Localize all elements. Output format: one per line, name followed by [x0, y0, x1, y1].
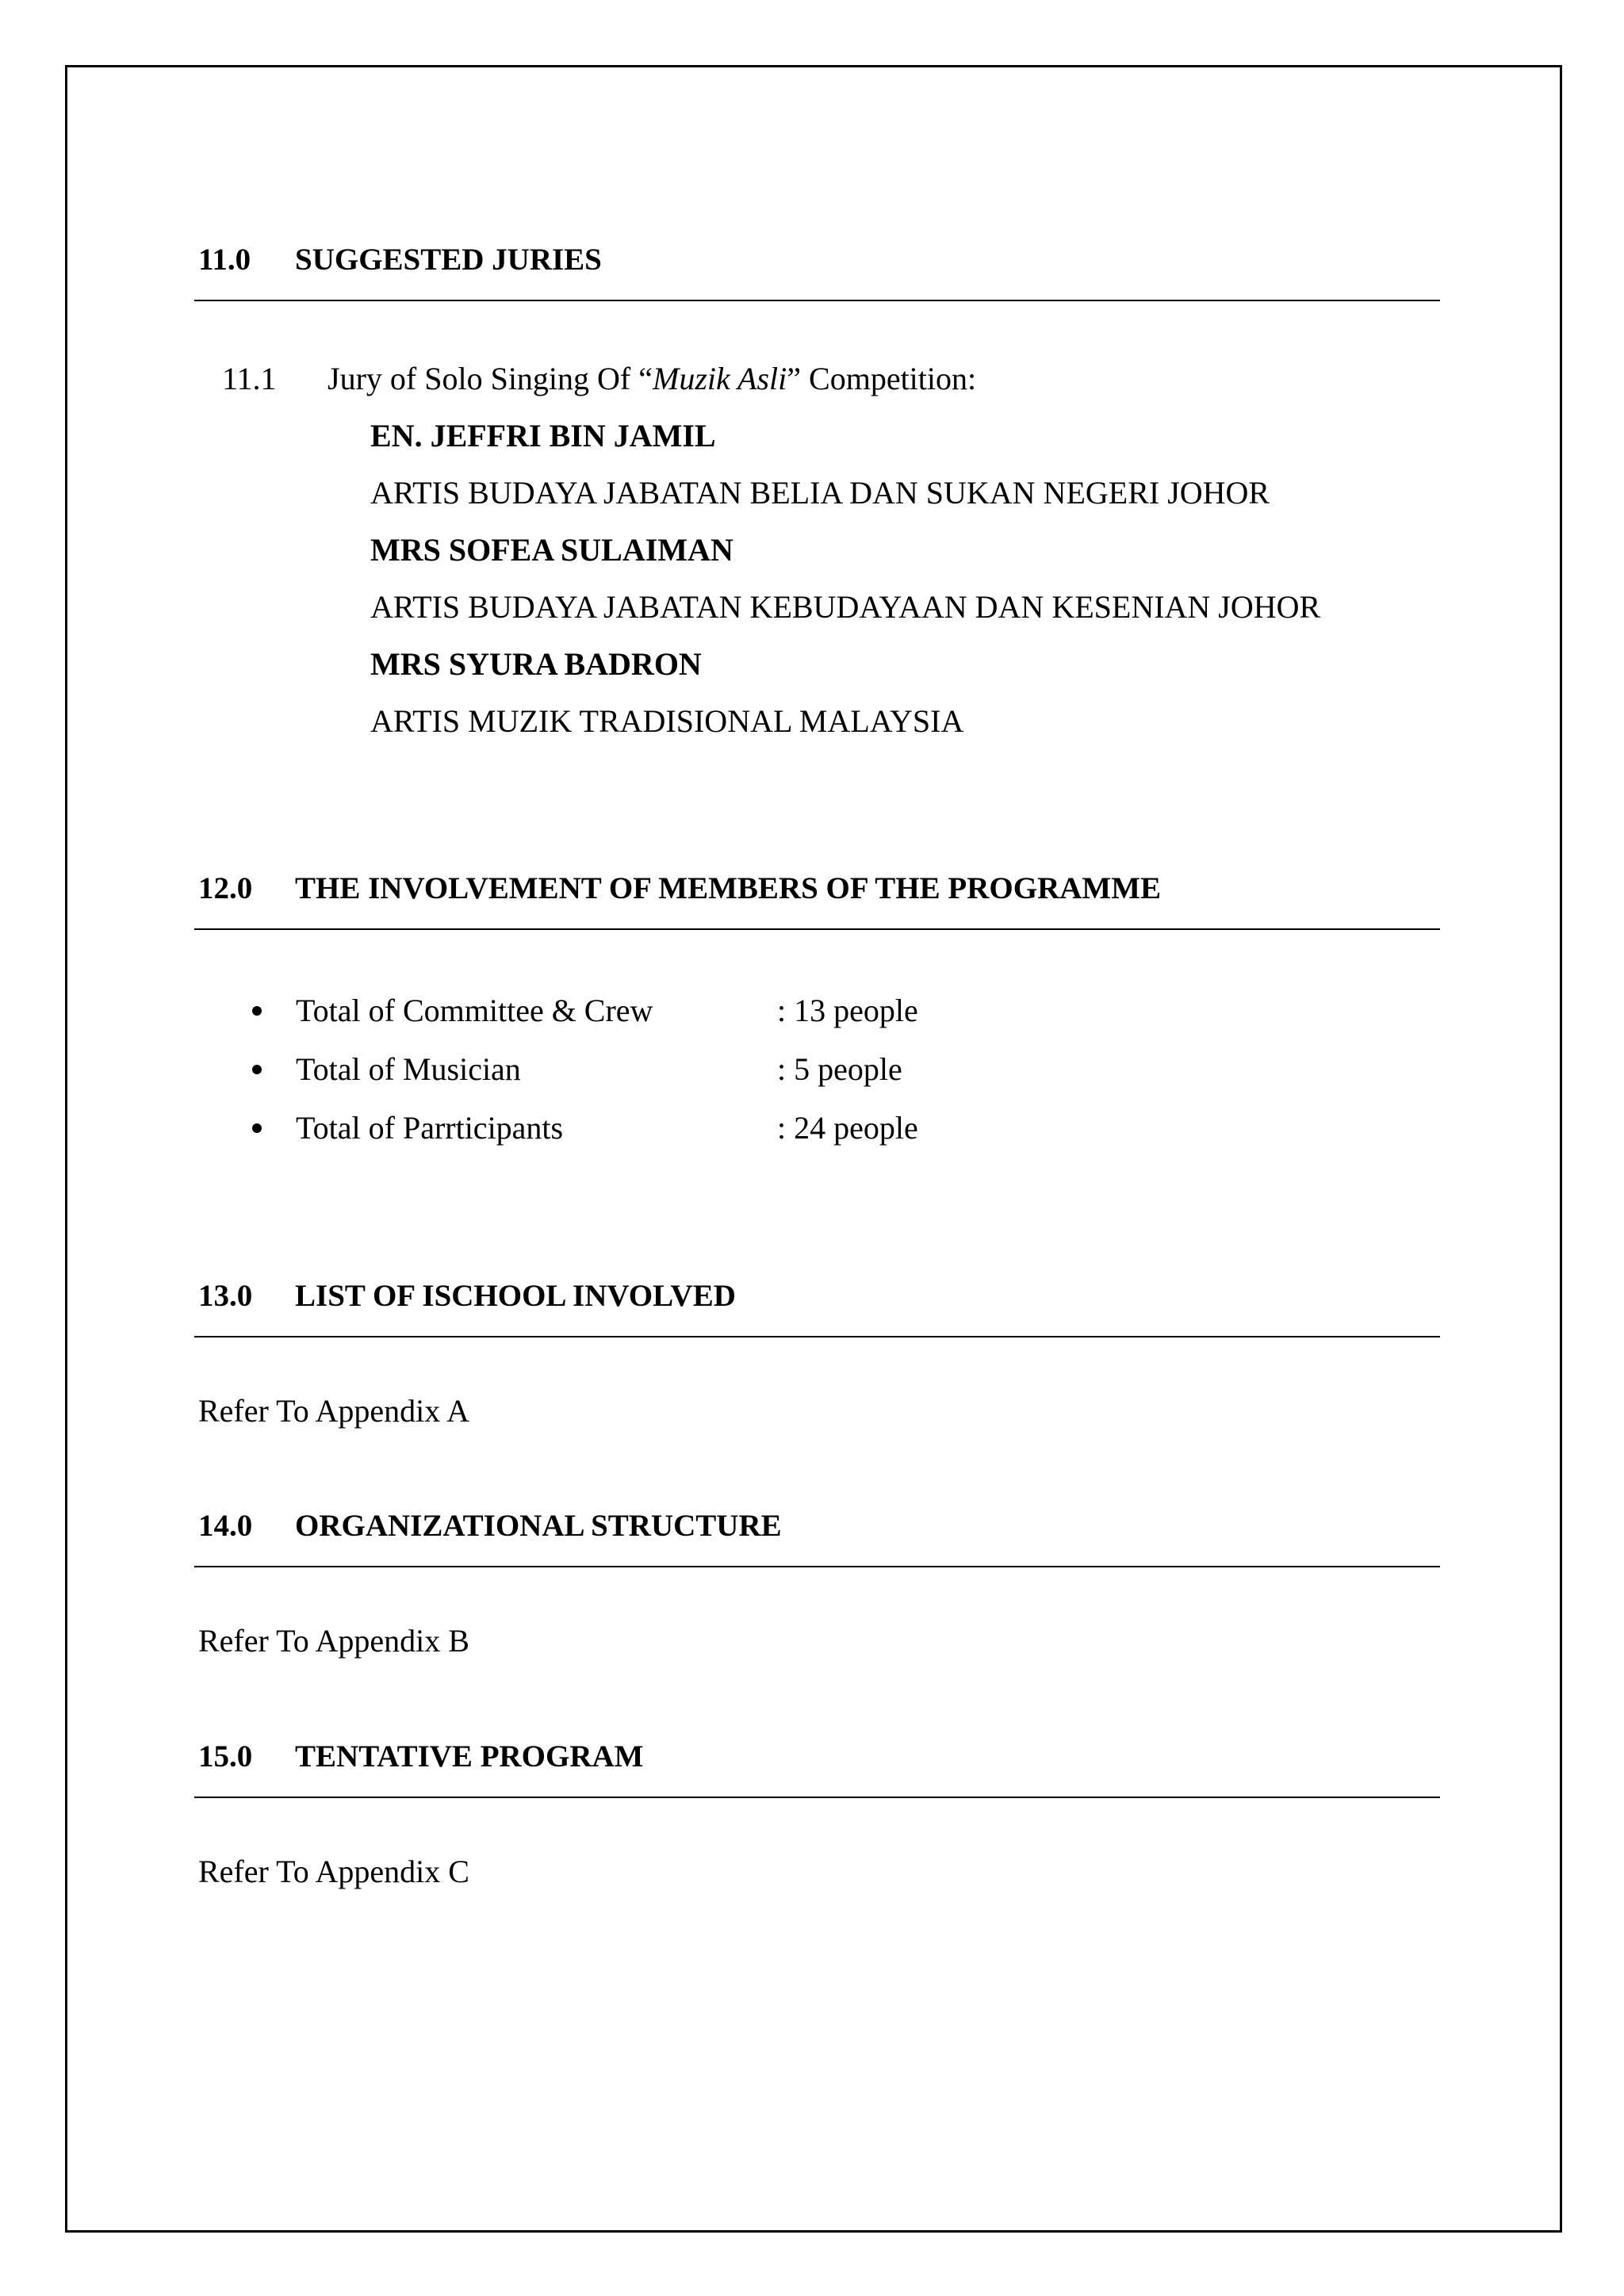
involvement-label: Total of Parrticipants — [296, 1110, 564, 1146]
section-number: 13.0 — [198, 1279, 253, 1313]
jury-intro — [327, 359, 976, 399]
section-rule — [194, 1566, 1440, 1567]
involvement-label: Total of Committee & Crew — [296, 993, 653, 1028]
jury-role: ARTIS BUDAYA JABATAN KEBUDAYAAN DAN KESENIAN JOHOR — [370, 589, 1321, 625]
section-rule — [194, 928, 1440, 930]
appendix-reference: Refer To Appendix C — [198, 1854, 469, 1889]
section-title: SUGGESTED JURIES — [295, 243, 602, 277]
jury-name: MRS SYURA BADRON — [370, 646, 702, 682]
jury-intro-after: ” Competition: — [787, 361, 977, 396]
jury-intro-italic: Muzik Asli — [653, 361, 787, 396]
involvement-value: : 24 people — [777, 1110, 918, 1146]
bullet-icon — [252, 1006, 262, 1016]
section-title: TENTATIVE PROGRAM — [295, 1739, 644, 1774]
section-heading-14 — [0, 1507, 1624, 1545]
section-rule — [194, 1797, 1440, 1798]
section-heading-13 — [0, 1277, 1624, 1315]
involvement-label: Total of Musician — [296, 1051, 521, 1087]
section-rule — [194, 300, 1440, 301]
bullet-icon — [252, 1123, 262, 1133]
section-title: ORGANIZATIONAL STRUCTURE — [295, 1509, 782, 1543]
involvement-value: : 5 people — [777, 1051, 902, 1087]
jury-subsection-number: 11.1 — [222, 361, 277, 396]
jury-intro-before: Jury of Solo Singing Of “ — [327, 361, 653, 396]
bullet-icon — [252, 1065, 262, 1074]
section-title: THE INVOLVEMENT OF MEMBERS OF THE PROGRAMME — [295, 871, 1162, 905]
involvement-value: : 13 people — [777, 993, 918, 1028]
section-title: LIST OF ISCHOOL INVOLVED — [295, 1279, 736, 1313]
section-number: 11.0 — [198, 243, 251, 277]
appendix-reference: Refer To Appendix A — [198, 1393, 469, 1429]
section-rule — [194, 1336, 1440, 1337]
jury-role: ARTIS MUZIK TRADISIONAL MALAYSIA — [370, 703, 964, 739]
jury-role: ARTIS BUDAYA JABATAN BELIA DAN SUKAN NEGERI JOHOR — [370, 475, 1270, 511]
section-heading-12 — [0, 870, 1624, 908]
section-heading-11 — [0, 241, 1624, 279]
section-number: 14.0 — [198, 1509, 253, 1543]
section-number: 12.0 — [198, 871, 253, 905]
appendix-reference: Refer To Appendix B — [198, 1623, 469, 1659]
jury-name: EN. JEFFRI BIN JAMIL — [370, 418, 716, 453]
jury-name: MRS SOFEA SULAIMAN — [370, 532, 733, 568]
section-heading-15 — [0, 1738, 1624, 1776]
section-number: 15.0 — [198, 1739, 253, 1774]
